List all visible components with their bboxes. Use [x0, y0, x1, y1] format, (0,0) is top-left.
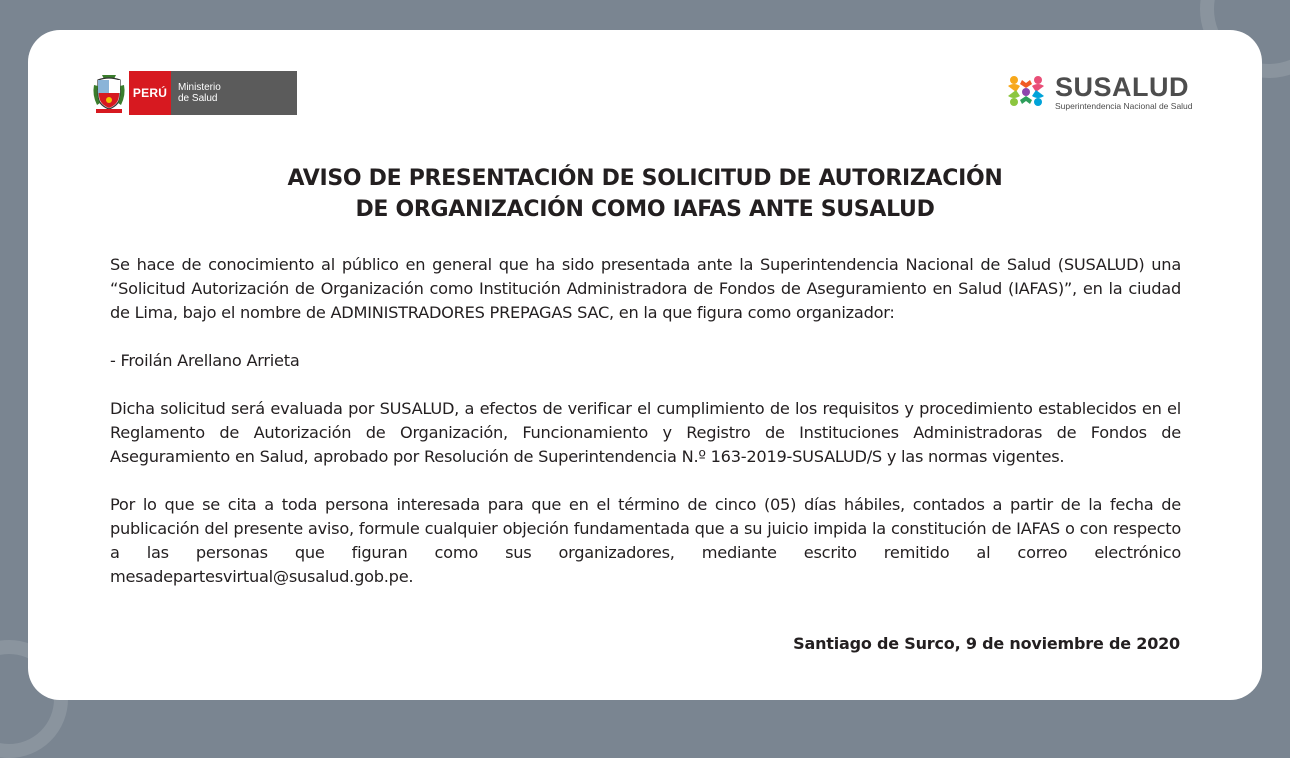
organizer-name: - Froilán Arellano Arrieta [110, 351, 300, 370]
susalud-wordmark [1055, 73, 1193, 111]
ministry-line2: de Salud [178, 93, 218, 104]
notice-title-line2: DE ORGANIZACIÓN COMO IAFAS ANTE SUSALUD [355, 197, 935, 222]
peru-label: PERÚ [129, 71, 171, 115]
paragraph-intro: Se hace de conocimiento al público en general que ha sido presentada ante la Superintendencia Nacional de Salud (SUSALUD) una “Solicitud Autorización de Organización como Institución Administradora de Fondos de Aseguramiento en Salud (IAFAS)”, en la ciudad de Lima, bajo el nombre de ADMINISTRADORES PREPAGAS SAC, en la que figura como organizador: [110, 255, 1181, 322]
ministry-line1: Ministerio [178, 82, 221, 93]
notice-body [110, 253, 1181, 613]
ministry-label [171, 71, 297, 115]
susalud-name: SUSALUD [1055, 72, 1190, 102]
paragraph-evaluation: Dicha solicitud será evaluada por SUSALUD, a efectos de verificar el cumplimiento de los requisitos y procedimiento establecidos en el Reglamento de Autorización de Organización, Funcionamiento y Registro de Instituciones Administradoras de Fondos de Aseguramiento en Salud, aprobado por Resolución de Superintendencia N.º 163-2019-SUSALUD/S y las normas vigentes. [110, 399, 1181, 466]
susalud-people-icon [1006, 72, 1046, 112]
notice-title-line1: AVISO DE PRESENTACIÓN DE SOLICITUD DE AUTORIZACIÓN [287, 166, 1003, 191]
paragraph-objection: Por lo que se cita a toda persona interesada para que en el término de cinco (05) días hábiles, contados a partir de la fecha de publicación del presente aviso, formule cualquier objeción fundamentada que a su juicio impida la constitución de IAFAS o con respecto a las personas que figuran como sus organizadores, mediante escrito remitido al correo electrónico mesadepartesvirtual@susalud.gob.pe. [110, 495, 1181, 586]
susalud-logo [1006, 72, 1193, 112]
coat-of-arms-icon [92, 71, 126, 115]
susalud-subtitle: Superintendencia Nacional de Salud [1055, 101, 1193, 111]
place-and-date: Santiago de Surco, 9 de noviembre de 2020 [793, 634, 1180, 653]
notice-card [28, 30, 1262, 700]
minsa-logo [92, 71, 297, 115]
notice-title [110, 163, 1180, 225]
